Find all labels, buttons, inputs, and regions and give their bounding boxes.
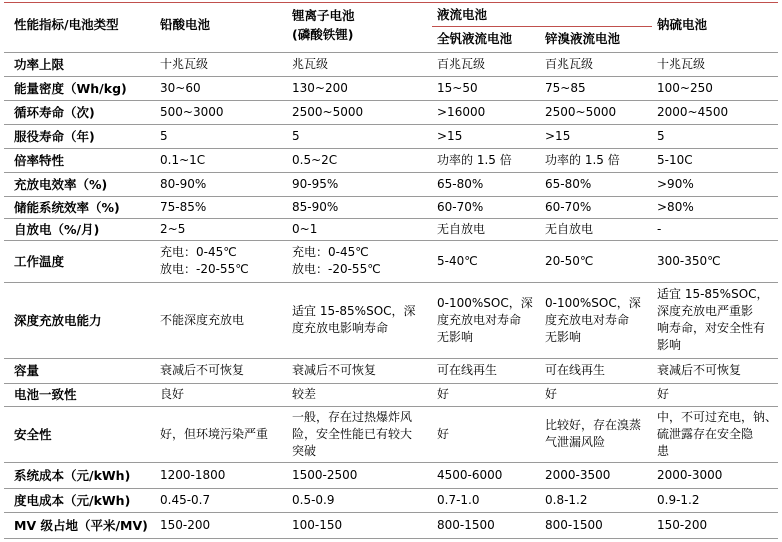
table-cell — [160, 199, 206, 216]
table-cell — [292, 409, 412, 460]
cell-line: 硫泄露存在安全隐 — [657, 426, 754, 441]
cell-line: 深度充放电严重影 — [657, 304, 754, 318]
cell-line: 0.45-0.7 — [160, 492, 211, 507]
cell-line: 不能深度充放电 — [160, 312, 245, 327]
cell-line: >80% — [657, 199, 694, 214]
cell-line: 0.5~2C — [292, 152, 338, 167]
table-cell — [437, 362, 497, 379]
row-separator — [4, 358, 778, 359]
row-separator — [4, 282, 778, 283]
table-cell — [545, 467, 610, 484]
cell-line: 险，安全性能已有较大 — [292, 426, 413, 441]
row-label: 深度充放电能力 — [14, 312, 102, 328]
table-cell — [657, 80, 713, 97]
table-cell — [292, 492, 335, 509]
row-separator — [4, 196, 778, 197]
row-label: 容量 — [14, 363, 40, 378]
cell-line: 放电：-20-55℃ — [292, 262, 381, 276]
cell-line: 65-80% — [545, 176, 592, 191]
cell-line: 百兆瓦级 — [437, 56, 486, 71]
table-cell — [657, 104, 728, 121]
table-cell — [545, 221, 593, 238]
table-cell — [437, 386, 449, 403]
table-cell — [545, 417, 641, 451]
cell-line: 放电：-20-55℃ — [160, 262, 249, 276]
cell-line: 150-200 — [160, 517, 211, 532]
table-cell — [160, 467, 225, 484]
cell-line: 比较好，存在溴蒸 — [545, 418, 642, 432]
table-cell — [657, 253, 721, 270]
cell-line: 85-90% — [292, 199, 339, 214]
cell-line: 80-90% — [160, 176, 207, 191]
cell-line: 充电：0-45℃ — [292, 245, 369, 259]
cell-line: 0.7-1.0 — [437, 492, 480, 507]
row-separator — [4, 462, 778, 463]
table-cell — [292, 221, 317, 238]
table-cell — [292, 517, 342, 534]
cell-line: 2000-3000 — [657, 467, 723, 482]
cell-line: 1200-1800 — [160, 467, 226, 482]
table-cell — [657, 221, 661, 238]
cell-line: 无影响 — [545, 329, 582, 344]
cell-line: 好 — [657, 387, 670, 401]
table-cell — [437, 104, 485, 121]
flow-group-rule — [432, 26, 652, 27]
table-cell — [292, 467, 357, 484]
row-separator — [4, 538, 778, 539]
table-cell — [160, 80, 201, 97]
table-cell — [437, 199, 483, 216]
row-separator — [4, 172, 778, 173]
table-cell — [657, 56, 705, 73]
table-cell — [160, 152, 205, 169]
cell-line: 130~200 — [292, 80, 348, 95]
row-label: 系统成本（元/kWh) — [14, 467, 131, 483]
cell-line: 100-150 — [292, 517, 343, 532]
cell-line: 可在线再生 — [545, 363, 606, 377]
table-cell — [657, 386, 669, 403]
cell-line: 度充放电影响寿命 — [292, 321, 389, 335]
table-cell — [545, 492, 588, 509]
row-label: 服役寿命（年) — [14, 128, 95, 144]
cell-line: 100~250 — [657, 80, 713, 95]
cell-line: 衰减后不可恢复 — [292, 363, 377, 377]
table-cell — [657, 128, 665, 145]
table-cell — [545, 128, 570, 145]
cell-line: 中，不可过充电，钠、 — [657, 409, 778, 424]
cell-line: 0-100%SOC，深 — [545, 295, 641, 310]
table-cell — [437, 253, 478, 270]
table-cell — [657, 362, 741, 379]
row-separator — [4, 488, 778, 489]
cell-line: 800-1500 — [545, 517, 603, 532]
cell-line: 2500~5000 — [545, 104, 617, 119]
cell-line: 好 — [545, 387, 558, 401]
cell-line: 30~60 — [160, 80, 201, 95]
table-cell — [657, 199, 694, 216]
header-lead-acid: 铅酸电池 — [160, 17, 211, 32]
header-category-label: 性能指标/电池类型 — [14, 17, 119, 32]
cell-line: 适宜 15-85%SOC，深 — [292, 304, 416, 318]
table-cell — [437, 426, 449, 443]
cell-line: 4500-6000 — [437, 467, 503, 482]
cell-line: 度充放电对寿命 — [437, 312, 522, 327]
table-cell — [160, 176, 206, 193]
header-bottom-rule — [4, 52, 778, 53]
table-cell — [160, 386, 184, 403]
cell-line: >15 — [545, 128, 571, 143]
row-separator — [4, 124, 778, 125]
cell-line: >15 — [437, 128, 463, 143]
cell-line: 5-40℃ — [437, 253, 478, 268]
cell-line: 800-1500 — [437, 517, 495, 532]
table-cell — [292, 362, 376, 379]
cell-line: 0.9-1.2 — [657, 492, 700, 507]
row-label: 电池一致性 — [14, 387, 77, 402]
table-cell — [160, 517, 210, 534]
table-cell — [160, 221, 185, 238]
cell-line: 5 — [657, 128, 665, 143]
table-cell — [292, 104, 363, 121]
table-cell — [657, 176, 694, 193]
cell-line: 无自放电 — [437, 221, 486, 236]
cell-line: 150-200 — [657, 517, 708, 532]
table-cell — [437, 80, 478, 97]
table-cell — [657, 409, 777, 460]
cell-line: 500~3000 — [160, 104, 224, 119]
cell-line: 0~1 — [292, 221, 318, 236]
table-cell — [437, 221, 485, 238]
table-cell — [657, 492, 700, 509]
row-label: MV 级占地（平米/MV) — [14, 517, 148, 533]
cell-line: 5 — [160, 128, 168, 143]
table-cell — [292, 128, 300, 145]
cell-line: 60-70% — [545, 199, 592, 214]
table-cell — [160, 492, 210, 509]
row-separator — [4, 406, 778, 407]
header-vanadium-flow: 全钒液流电池 — [437, 31, 513, 46]
cell-line: 响寿命，对安全性有 — [657, 321, 766, 335]
row-label: 能量密度（Wh/kg) — [14, 80, 127, 96]
cell-line: 15~50 — [437, 80, 478, 95]
cell-line: 2500~5000 — [292, 104, 364, 119]
cell-line: 5-10C — [657, 152, 693, 167]
row-separator — [4, 383, 778, 384]
table-cell — [292, 80, 348, 97]
cell-line: 可在线再生 — [437, 363, 498, 377]
table-cell — [545, 362, 605, 379]
row-label: 功率上限 — [14, 56, 65, 72]
cell-line: 60-70% — [437, 199, 484, 214]
row-label: 倍率特性 — [14, 152, 65, 168]
cell-line: 无影响 — [437, 329, 474, 344]
cell-line: >90% — [657, 176, 694, 191]
table-cell — [545, 56, 593, 73]
table-cell — [657, 152, 693, 169]
cell-line: 1500-2500 — [292, 467, 358, 482]
table-cell — [437, 492, 480, 509]
table-cell — [160, 362, 244, 379]
header-li-ion-line2: (磷酸铁锂) — [292, 27, 354, 42]
cell-line: 影响 — [657, 338, 682, 352]
cell-line: 0.1~1C — [160, 152, 206, 167]
table-cell — [657, 286, 769, 354]
table-cell — [545, 386, 557, 403]
table-cell — [545, 104, 616, 121]
row-label: 循环寿命（次) — [14, 104, 95, 120]
cell-line: 0.8-1.2 — [545, 492, 588, 507]
row-label: 工作温度 — [14, 253, 65, 269]
cell-line: - — [657, 221, 662, 236]
row-separator — [4, 218, 778, 219]
table-cell — [160, 244, 249, 278]
table-cell — [437, 517, 495, 534]
row-separator — [4, 240, 778, 241]
cell-line: 90-95% — [292, 176, 339, 191]
cell-line: 较差 — [292, 387, 317, 401]
cell-line: 气泄漏风险 — [545, 435, 606, 449]
cell-line: 5 — [292, 128, 300, 143]
table-cell — [545, 295, 641, 346]
cell-line: 衰减后不可恢复 — [657, 363, 742, 377]
table-cell — [160, 426, 268, 443]
table-cell — [657, 517, 707, 534]
cell-line: 75-85% — [160, 199, 207, 214]
table-cell — [545, 199, 591, 216]
table-cell — [292, 199, 338, 216]
row-label: 度电成本（元/kWh) — [14, 492, 131, 508]
table-cell — [545, 80, 586, 97]
cell-line: 充电：0-45℃ — [160, 245, 237, 259]
cell-line: 适宜 15-85%SOC， — [657, 287, 769, 301]
cell-line: 2~5 — [160, 221, 186, 236]
cell-line: 一般，存在过热爆炸风 — [292, 409, 413, 424]
header-li-ion-line1: 锂离子电池 — [292, 8, 355, 23]
table-cell — [292, 176, 338, 193]
cell-line: 65-80% — [437, 176, 484, 191]
cell-line: 突破 — [292, 443, 317, 458]
row-separator — [4, 512, 778, 513]
row-label: 安全性 — [14, 426, 52, 442]
row-label: 自放电（%/月) — [14, 221, 100, 237]
table-cell — [437, 56, 485, 73]
table-cell — [545, 176, 591, 193]
cell-line: 功率的 1.5 倍 — [545, 152, 620, 167]
table-cell — [437, 128, 462, 145]
row-separator — [4, 76, 778, 77]
table-cell — [292, 303, 416, 337]
cell-line: 功率的 1.5 倍 — [437, 152, 512, 167]
cell-line: 无自放电 — [545, 221, 594, 236]
table-cell — [545, 517, 603, 534]
cell-line: 0-100%SOC，深 — [437, 295, 533, 310]
table-cell — [292, 152, 337, 169]
header-flow-group: 液流电池 — [437, 7, 488, 22]
cell-line: 好，但环境污染严重 — [160, 426, 269, 441]
table-cell — [545, 152, 620, 169]
row-separator — [4, 148, 778, 149]
cell-line: 2000-3500 — [545, 467, 611, 482]
cell-line: >16000 — [437, 104, 486, 119]
table-cell — [437, 176, 483, 193]
table-cell — [657, 467, 722, 484]
cell-line: 良好 — [160, 387, 185, 401]
cell-line: 十兆瓦级 — [657, 56, 706, 71]
table-cell — [160, 56, 208, 73]
cell-line: 兆瓦级 — [292, 56, 329, 71]
cell-line: 0.5-0.9 — [292, 492, 335, 507]
cell-line: 2000~4500 — [657, 104, 729, 119]
cell-line: 度充放电对寿命 — [545, 312, 630, 327]
row-label: 充放电效率（%) — [14, 176, 108, 192]
cell-line: 300-350℃ — [657, 253, 721, 268]
row-label: 储能系统效率（%) — [14, 199, 120, 215]
cell-line: 百兆瓦级 — [545, 56, 594, 71]
cell-line: 十兆瓦级 — [160, 56, 209, 71]
table-cell — [292, 244, 381, 278]
cell-line: 75~85 — [545, 80, 586, 95]
table-cell — [545, 253, 593, 270]
table-cell — [437, 152, 512, 169]
header-zinc-bromine-flow: 锌溴液流电池 — [545, 31, 621, 46]
cell-line: 好 — [437, 426, 450, 441]
table-cell — [160, 128, 168, 145]
table-cell — [160, 312, 244, 329]
cell-line: 患 — [657, 443, 670, 458]
row-separator — [4, 100, 778, 101]
table-cell — [292, 386, 316, 403]
table-cell — [437, 295, 533, 346]
header-sodium-sulfur: 钠硫电池 — [657, 17, 708, 32]
cell-line: 衰减后不可恢复 — [160, 363, 245, 377]
table-cell — [292, 56, 328, 73]
cell-line: 20-50℃ — [545, 253, 594, 268]
cell-line: 好 — [437, 387, 450, 401]
table-cell — [160, 104, 224, 121]
top-rule — [4, 2, 778, 3]
table-cell — [437, 467, 502, 484]
